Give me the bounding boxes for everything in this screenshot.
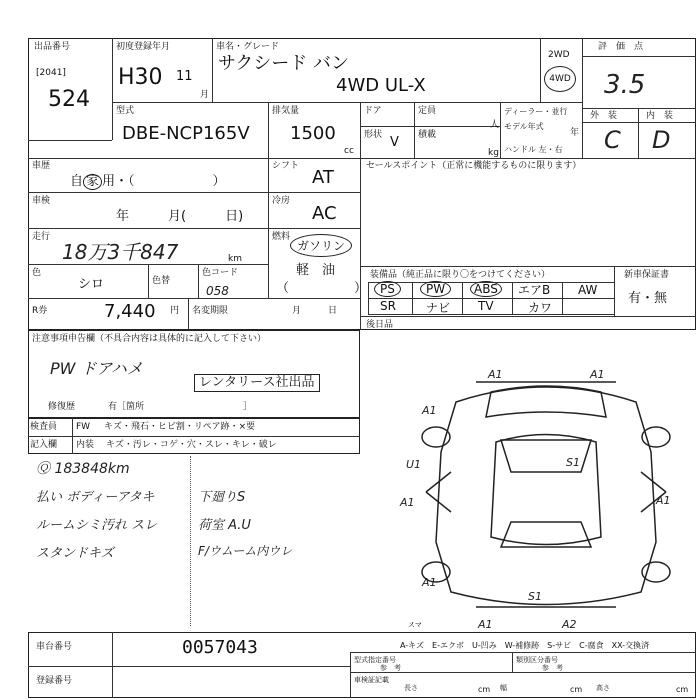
equipment-label: 装備品（純正品に限り〇をつけてください） — [370, 270, 551, 280]
doors-label: ドア — [364, 106, 382, 116]
car-grade: 4WD UL-X — [336, 75, 426, 96]
equip-tv: TV — [478, 299, 494, 313]
inspection-label: 車検 — [32, 196, 51, 206]
repair-value: 有［箇所 ］ — [108, 402, 253, 412]
drive-4wd-circled: 4WD — [544, 66, 576, 92]
recycle-unit: 円 — [170, 306, 180, 316]
fuel-gas-circled: ガソリン — [290, 234, 352, 257]
warranty-label: 新車保証書 — [624, 270, 670, 280]
shape-label: 形状 — [364, 130, 383, 140]
shift-label: シフト — [272, 161, 300, 171]
interior-items: キズ・汚レ・コゲ・穴・スレ・キレ・破レ — [106, 440, 277, 450]
sales-point-label: セールスポイント（正常に機能するものに限ります） — [366, 161, 582, 171]
bt-length: 長さ — [404, 684, 418, 692]
bt-class-no: 類別区分番号 — [516, 656, 558, 664]
back-seat-label: 後日品 — [366, 320, 394, 330]
capacity-unit: 人 — [490, 120, 500, 130]
equip-airbag: エアB — [518, 283, 551, 297]
remark-left-0: Ⓠ 183848km — [36, 461, 130, 477]
bt-length-unit: cm — [478, 685, 491, 694]
load-label: 積載 — [418, 130, 437, 140]
dmg-legend: A-キズ E-エクボ U-凹み W-補修跡 S-サビ C-腐食 XX-交換済 — [400, 641, 650, 650]
first-reg-year: H30 — [118, 65, 163, 90]
bt-height: 高さ — [596, 684, 610, 692]
aircon-value: AC — [312, 203, 337, 224]
fw-label: FW — [76, 422, 91, 432]
aircon-label: 冷房 — [272, 196, 291, 206]
remark-left-2: ルームシミ汚れ スレ — [36, 518, 158, 533]
history-value: 自 家 用・（ ） — [70, 174, 226, 189]
fuel-paren: （ ） — [276, 281, 368, 296]
notes-label: 注意事項申告欄（不具合内容は具体的に記入して下さい） — [32, 334, 267, 344]
bt-cert: 車検証記載 — [354, 676, 389, 684]
history-label: 車歴 — [32, 161, 51, 171]
shape-value: V — [390, 135, 399, 150]
bt-ref-2: 参 考 — [542, 664, 563, 672]
color-code-label: 色コード — [202, 268, 239, 278]
model-year-unit: 年 — [570, 128, 580, 138]
equip-abs: ABS — [470, 281, 502, 297]
dmg-rear-a1: A1 — [478, 618, 493, 631]
remark-right-0: 下廻りS — [198, 490, 246, 505]
bt-ref-1: 参 考 — [380, 664, 401, 672]
lot-label: 出品番号 — [34, 42, 71, 52]
lot-code: [2041] — [36, 68, 66, 78]
recycle-value: 7,440 — [104, 301, 156, 322]
dmg-left-front-a1: A1 — [422, 404, 437, 417]
drive-2wd: 2WD — [548, 50, 570, 60]
name-change-label: 名変期限 — [192, 306, 229, 316]
remark-right-1: 荷室 A.U — [198, 518, 251, 533]
equip-navi: ナビ — [426, 301, 451, 315]
dmg-left-u1: U1 — [406, 458, 422, 471]
model-label: 型式 — [116, 106, 135, 116]
name-change-value: 月 日 — [292, 306, 338, 316]
dmg-left-a1: A1 — [400, 496, 415, 509]
handle-label: ハンドル 左・右 — [504, 145, 563, 154]
first-reg-month-unit: 月 — [200, 90, 210, 100]
score-label: 評 価 点 — [598, 42, 644, 52]
first-reg-label: 初度登録年月 — [116, 42, 171, 52]
car-name: サクシード バン — [218, 53, 350, 74]
dealer-label: ディーラー・並行 — [504, 107, 568, 116]
displacement-unit: cc — [344, 146, 354, 156]
interior-label: 内 装 — [646, 111, 674, 121]
inspector-label: 検査員 — [30, 422, 58, 432]
notes-handwritten: PW ドアハメ — [50, 359, 143, 378]
mileage-value: 18万3千847 — [62, 240, 179, 264]
car-name-label: 車名・グレード — [216, 42, 280, 52]
score-value: 3.5 — [604, 70, 646, 100]
displacement-value: 1500 — [290, 123, 336, 144]
lot-number: 524 — [48, 87, 90, 112]
recycle-label: R券 — [32, 306, 48, 316]
equip-ps: PS — [374, 281, 401, 297]
chassis-value: 0057043 — [182, 637, 258, 658]
inspection-value: 年 月( 日) — [116, 209, 244, 224]
exterior-label: 外 装 — [590, 111, 618, 121]
load-unit: kg — [488, 148, 499, 158]
dmg-right-s1: S1 — [566, 456, 580, 469]
capacity-label: 定員 — [418, 106, 437, 116]
chassis-label: 車台番号 — [36, 642, 73, 652]
fw-items: キズ・飛石・ヒビ割・リペア跡・×要 — [104, 422, 256, 432]
dmg-rear-s1: S1 — [528, 590, 542, 603]
bt-height-unit: cm — [676, 685, 689, 694]
color-value: シロ — [78, 277, 105, 292]
bt-width-unit: cm — [570, 685, 583, 694]
color-label: 色 — [32, 268, 42, 278]
car-damage-diagram — [396, 362, 696, 634]
repair-label: 修復歴 — [48, 402, 76, 412]
dmg-rear-left-a1: A1 — [422, 576, 437, 589]
displacement-label: 排気量 — [272, 106, 300, 116]
remark-right-2: F/ウムーム内ウレ — [198, 544, 293, 558]
first-reg-month: 11 — [176, 69, 193, 84]
dmg-right-a1: A1 — [656, 494, 671, 507]
equip-pw: PW — [420, 281, 451, 297]
model-year-label: モデル年式 — [504, 122, 544, 131]
shift-value: AT — [312, 167, 334, 188]
equip-leather: カワ — [528, 301, 553, 315]
history-circled: 家 — [83, 174, 102, 190]
exterior-value: C — [604, 126, 621, 154]
remark-left-3: スタンドキズ — [36, 546, 114, 561]
interior-entry-label: 内装 — [76, 440, 95, 450]
model-value: DBE-NCP165V — [122, 123, 250, 144]
bt-width: 幅 — [500, 684, 507, 692]
equip-aw: AW — [578, 283, 598, 297]
color-code-value: 058 — [206, 284, 229, 298]
warranty-value: 有・無 — [628, 291, 668, 306]
rental-stamp: レンタリース社出品 — [194, 374, 320, 392]
bt-type-no: 型式指定番号 — [354, 656, 396, 664]
dmg-front-right-a1: A1 — [590, 368, 605, 381]
fuel-label: 燃料 — [272, 232, 291, 242]
mileage-label: 走行 — [32, 232, 51, 242]
reg-no-label: 登録番号 — [36, 676, 73, 686]
interior-value: D — [652, 126, 671, 154]
dmg-rear-a2: A2 — [562, 618, 577, 631]
remark-left-1: 払い ボディーアタキ — [36, 490, 155, 505]
fuel-diesel: 軽 油 — [296, 263, 336, 278]
dmg-sum-label: スマ — [408, 621, 422, 629]
color-change-label: 色替 — [152, 276, 171, 286]
equip-sr: SR — [380, 299, 396, 313]
dmg-front-a1: A1 — [488, 368, 503, 381]
entry-label: 記入欄 — [30, 440, 58, 450]
mileage-unit: km — [228, 254, 242, 264]
